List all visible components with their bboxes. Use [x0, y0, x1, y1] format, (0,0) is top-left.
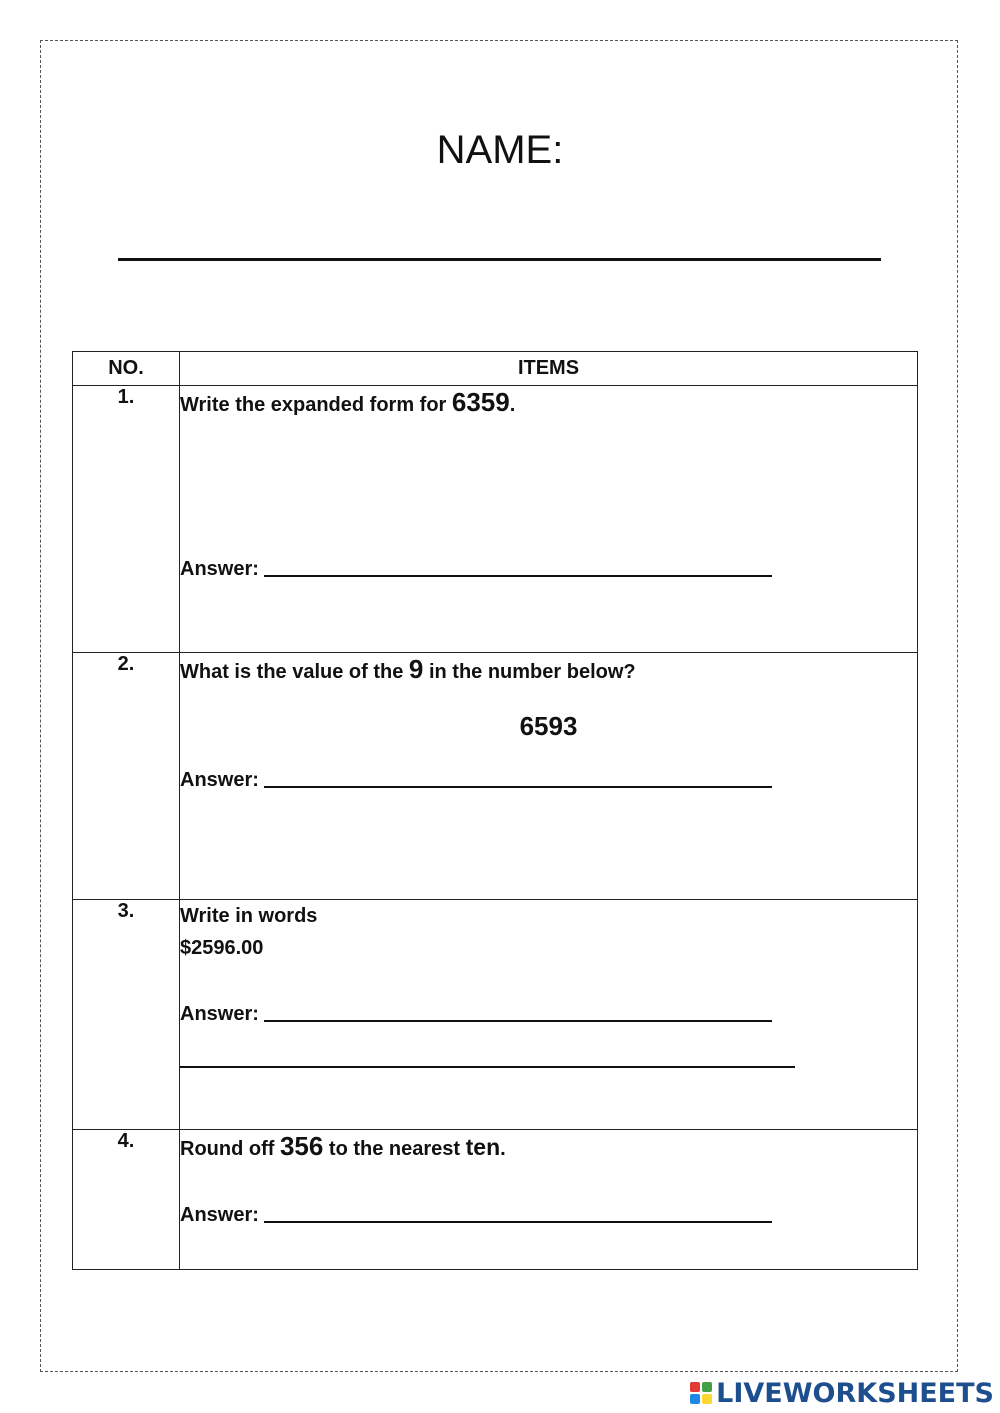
logo-square — [690, 1382, 700, 1392]
name-answer-line[interactable] — [118, 258, 881, 261]
answer-line[interactable] — [264, 1221, 772, 1223]
question-number: 6359 — [451, 387, 510, 417]
question-text: Write the expanded form for 6359. — [180, 387, 516, 417]
answer-row-2 — [180, 1054, 917, 1074]
answer-line[interactable] — [264, 1020, 772, 1022]
worksheet-table — [72, 351, 918, 1270]
logo-squares-icon — [690, 1382, 712, 1404]
table-row — [73, 1130, 918, 1270]
item-content — [180, 653, 918, 900]
item-content — [180, 1130, 918, 1270]
item-number: 2. — [73, 653, 180, 900]
item-content — [180, 900, 918, 1130]
given-number: 6593 — [519, 711, 578, 741]
answer-line-2[interactable] — [180, 1066, 795, 1068]
question-text: What is the value of the 9 in the number below? — [180, 654, 636, 684]
table-row — [73, 653, 918, 900]
logo-square — [702, 1382, 712, 1392]
name-label: NAME: — [436, 128, 564, 172]
brand-name: LIVEWORKSHEETS — [716, 1377, 994, 1409]
logo-square — [702, 1394, 712, 1404]
amount-text: $2596.00 — [180, 937, 264, 959]
table-row — [73, 900, 918, 1130]
answer-row — [180, 1199, 917, 1231]
answer-line[interactable] — [264, 786, 772, 788]
answer-row — [180, 998, 917, 1030]
answer-label: Answer: — [180, 1204, 259, 1226]
answer-row — [180, 764, 917, 796]
question-text: Round off 356 to the nearest ten. — [180, 1131, 506, 1161]
item-number: 1. — [73, 386, 180, 653]
liveworksheets-logo — [690, 1377, 994, 1409]
header-no: NO. — [73, 352, 180, 386]
answer-label: Answer: — [180, 769, 259, 791]
answer-label: Answer: — [180, 558, 259, 580]
question-number: 9 — [408, 654, 424, 684]
item-number: 3. — [73, 900, 180, 1130]
answer-line[interactable] — [264, 575, 772, 577]
answer-row — [180, 553, 917, 585]
logo-square — [690, 1394, 700, 1404]
answer-label: Answer: — [180, 1003, 259, 1025]
header-items: ITEMS — [180, 352, 918, 386]
question-number: 356 — [279, 1131, 324, 1161]
table-row — [73, 386, 918, 653]
table-header-row — [73, 352, 918, 386]
item-content — [180, 386, 918, 653]
question-text: Write in words — [180, 905, 318, 927]
item-number: 4. — [73, 1130, 180, 1270]
